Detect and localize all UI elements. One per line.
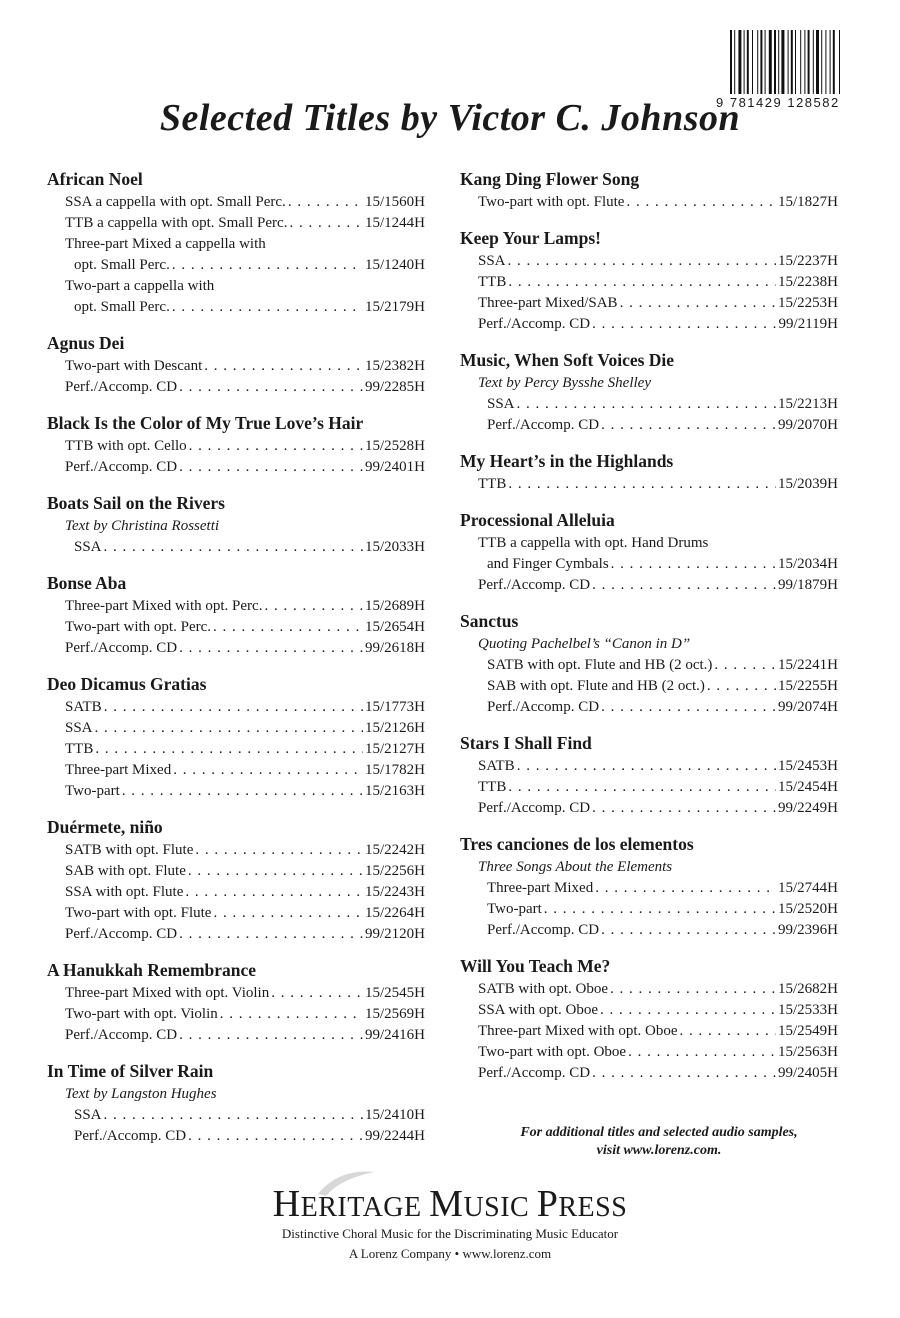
voicing-label: SATB with opt. Oboe <box>478 981 609 997</box>
catalog-number: 15/1240H <box>365 257 425 273</box>
entry-title: Bonse Aba <box>47 573 127 593</box>
voicing-label: SSA with opt. Oboe <box>478 1002 599 1018</box>
edition-row <box>47 638 425 659</box>
title-entry <box>47 332 425 398</box>
catalog-number: 15/2213H <box>778 396 838 412</box>
voicing-label: Two-part a cappella with <box>65 278 215 294</box>
voicing-label: TTB <box>478 779 507 795</box>
dot-leader <box>172 255 363 276</box>
publisher-company: A Lorenz Company • www.lorenz.com <box>348 1246 552 1261</box>
publisher-name-part: P <box>536 1183 559 1225</box>
edition-row <box>460 777 838 798</box>
entry-title: Processional Alleluia <box>460 510 615 530</box>
catalog-number: 15/2454H <box>778 779 838 795</box>
edition-row <box>47 697 425 718</box>
dot-leader <box>271 983 363 1004</box>
footer-note-line2: visit www.lorenz.com. <box>596 1143 722 1158</box>
catalog-number: 15/2563H <box>778 1044 838 1060</box>
catalog-number: 15/2253H <box>778 295 838 311</box>
title-entry <box>460 450 838 495</box>
edition-row <box>47 1105 425 1126</box>
voicing-label: Perf./Accomp. CD <box>487 699 600 715</box>
dot-leader <box>122 781 363 802</box>
dot-leader <box>95 718 363 739</box>
voicing-label: Three-part Mixed with opt. Oboe <box>478 1023 678 1039</box>
voicing-label: Three-part Mixed with opt. Violin <box>65 985 270 1001</box>
edition-row <box>47 760 425 781</box>
voicing-label: Perf./Accomp. CD <box>478 1065 591 1081</box>
catalog-number: 15/2238H <box>778 274 838 290</box>
entry-title: Will You Teach Me? <box>460 956 611 976</box>
title-entry <box>460 610 838 718</box>
dot-leader <box>288 192 363 213</box>
dot-leader <box>592 798 776 819</box>
voicing-label: Perf./Accomp. CD <box>65 926 178 942</box>
voicing-label: Two-part <box>65 783 120 799</box>
title-entry <box>460 732 838 819</box>
dot-leader <box>592 314 776 335</box>
entry-title: African Noel <box>47 169 143 189</box>
barcode <box>730 30 860 94</box>
voicing-label: Perf./Accomp. CD <box>478 316 591 332</box>
catalog-number: 15/2264H <box>365 905 425 921</box>
catalog-number: 15/2039H <box>778 476 838 492</box>
catalog-number: 15/2682H <box>778 981 838 997</box>
edition-row <box>47 537 425 558</box>
catalog-number: 15/2533H <box>778 1002 838 1018</box>
voicing-label: Three-part Mixed with opt. Perc. <box>65 598 263 614</box>
edition-row <box>460 1000 838 1021</box>
dot-leader <box>104 697 363 718</box>
edition-row <box>460 1021 838 1042</box>
dot-leader <box>517 756 776 777</box>
catalog-number: 99/2120H <box>365 926 425 942</box>
dot-leader <box>188 861 363 882</box>
dot-leader <box>188 1126 363 1147</box>
edition-row <box>47 882 425 903</box>
voicing-label: opt. Small Perc. <box>74 299 170 315</box>
edition-row <box>47 436 425 457</box>
title-entry <box>47 412 425 478</box>
dot-leader <box>213 903 363 924</box>
dot-leader <box>179 638 363 659</box>
right-column <box>460 168 838 1098</box>
edition-row <box>47 356 425 377</box>
catalog-number: 15/2528H <box>365 438 425 454</box>
publisher-name <box>0 1182 900 1226</box>
edition-row <box>47 377 425 398</box>
edition-row <box>460 655 838 676</box>
catalog-number: 15/2382H <box>365 358 425 374</box>
publisher-name-part: ERITAGE <box>300 1192 430 1223</box>
dot-leader <box>173 760 363 781</box>
entry-title: Kang Ding Flower Song <box>460 169 640 189</box>
edition-row <box>460 1042 838 1063</box>
catalog-number: 99/2249H <box>778 800 838 816</box>
edition-row <box>47 457 425 478</box>
catalog-number: 15/2410H <box>365 1107 425 1123</box>
edition-row <box>460 192 838 213</box>
title-entry <box>47 492 425 558</box>
edition-row <box>460 293 838 314</box>
edition-row <box>47 596 425 617</box>
catalog-number: 15/2243H <box>365 884 425 900</box>
edition-row <box>47 1004 425 1025</box>
dot-leader <box>179 1025 363 1046</box>
catalog-number: 15/2163H <box>365 783 425 799</box>
barcode-digits: 9 781429 128582 <box>716 95 840 110</box>
title-entry <box>460 349 838 436</box>
edition-row <box>47 213 425 234</box>
catalog-number: 99/2285H <box>365 379 425 395</box>
dot-leader <box>601 920 776 941</box>
catalog-number: 15/2654H <box>365 619 425 635</box>
title-entry <box>47 168 425 318</box>
catalog-number: 99/2074H <box>778 699 838 715</box>
voicing-label: Three-part Mixed <box>65 762 172 778</box>
voicing-label: Two-part with opt. Flute <box>478 194 625 210</box>
title-entry <box>460 509 838 596</box>
voicing-label: TTB a cappella with opt. Hand Drums <box>478 535 709 551</box>
dot-leader <box>179 457 363 478</box>
edition-row <box>460 697 838 718</box>
dot-leader <box>508 777 776 798</box>
catalog-number: 15/2034H <box>778 556 838 572</box>
dot-leader <box>172 297 363 318</box>
edition-row <box>47 983 425 1004</box>
voicing-label: TTB <box>478 476 507 492</box>
title-entry <box>460 833 838 941</box>
publisher-tagline: Distinctive Choral Music for the Discriminating Music Educator <box>281 1226 619 1241</box>
dot-leader <box>610 979 776 1000</box>
publisher-name-part: H <box>272 1183 301 1225</box>
dot-leader <box>544 899 776 920</box>
voicing-label: Perf./Accomp. CD <box>65 379 178 395</box>
edition-row <box>460 272 838 293</box>
catalog-number: 99/2396H <box>778 922 838 938</box>
dot-leader <box>179 924 363 945</box>
edition-row <box>47 1025 425 1046</box>
dot-leader <box>508 474 776 495</box>
dot-leader <box>204 356 363 377</box>
title-entry <box>47 572 425 659</box>
dot-leader <box>620 293 776 314</box>
entry-title: Boats Sail on the Rivers <box>47 493 225 513</box>
entry-title: Sanctus <box>460 611 519 631</box>
edition-row <box>47 924 425 945</box>
dot-leader <box>595 878 776 899</box>
dot-leader <box>213 617 363 638</box>
voicing-label: TTB with opt. Cello <box>65 438 187 454</box>
edition-row <box>47 861 425 882</box>
catalog-number: 15/2127H <box>365 741 425 757</box>
voicing-label: SATB <box>478 758 515 774</box>
catalog-number: 15/2453H <box>778 758 838 774</box>
voicing-label: Two-part with opt. Perc. <box>65 619 212 635</box>
dot-leader <box>508 272 776 293</box>
title-entry <box>47 673 425 802</box>
catalog-number: 15/2549H <box>778 1023 838 1039</box>
catalog-number: 99/2244H <box>365 1128 425 1144</box>
left-column <box>47 168 425 1161</box>
catalog-number: 15/2237H <box>778 253 838 269</box>
catalog-number: 15/2256H <box>365 863 425 879</box>
voicing-label: Perf./Accomp. CD <box>487 417 600 433</box>
edition-row <box>460 798 838 819</box>
entry-title: Keep Your Lamps! <box>460 228 601 248</box>
edition-row <box>47 255 425 276</box>
voicing-label: Perf./Accomp. CD <box>478 800 591 816</box>
dot-leader <box>179 377 363 398</box>
voicing-label: SSA with opt. Flute <box>65 884 184 900</box>
voicing-label: Two-part with opt. Flute <box>65 905 212 921</box>
dot-leader <box>592 575 776 596</box>
title-entry <box>47 959 425 1046</box>
voicing-label: TTB <box>65 741 94 757</box>
catalog-number: 99/2070H <box>778 417 838 433</box>
publisher-name-part: USIC <box>463 1192 537 1223</box>
dot-leader <box>264 596 363 617</box>
catalog-number: 99/1879H <box>778 577 838 593</box>
catalog-number: 15/1827H <box>778 194 838 210</box>
dot-leader <box>104 537 363 558</box>
entry-title: Stars I Shall Find <box>460 733 592 753</box>
voicing-label: Two-part with Descant <box>65 358 203 374</box>
catalog-number: 99/2618H <box>365 640 425 656</box>
entry-title: Tres canciones de los elementos <box>460 834 694 854</box>
voicing-label: and Finger Cymbals <box>487 556 609 572</box>
text-credit: Three Songs About the Elements <box>478 859 673 875</box>
footer-note <box>460 1124 858 1160</box>
dot-leader <box>517 394 776 415</box>
voicing-label: Perf./Accomp. CD <box>478 577 591 593</box>
voicing-label: SAB with opt. Flute <box>65 863 186 879</box>
voicing-label: Two-part with opt. Oboe <box>478 1044 627 1060</box>
title-entry <box>460 168 838 213</box>
dot-leader <box>611 554 776 575</box>
voicing-label: Three-part Mixed/SAB <box>478 295 618 311</box>
entry-title: Deo Dicamus Gratias <box>47 674 207 694</box>
dot-leader <box>220 1004 363 1025</box>
edition-row <box>460 1063 838 1084</box>
title-entry <box>460 227 838 335</box>
voicing-label: TTB a cappella with opt. Small Perc. <box>65 215 288 231</box>
voicing-label: Two-part with opt. Violin <box>65 1006 218 1022</box>
edition-row <box>47 739 425 760</box>
edition-row <box>47 903 425 924</box>
edition-row <box>460 920 838 941</box>
entry-title: In Time of Silver Rain <box>47 1061 214 1081</box>
voicing-label: SSA <box>487 396 515 412</box>
dot-leader <box>508 251 776 272</box>
dot-leader <box>714 655 776 676</box>
dot-leader <box>189 436 363 457</box>
dot-leader <box>592 1063 776 1084</box>
edition-row <box>47 1126 425 1147</box>
catalog-number: 15/2241H <box>778 657 838 673</box>
edition-row <box>460 756 838 777</box>
edition-row <box>460 676 838 697</box>
entry-title: Black Is the Color of My True Love’s Hair <box>47 413 364 433</box>
catalog-number: 15/1244H <box>365 215 425 231</box>
catalog-number: 15/2545H <box>365 985 425 1001</box>
footer-note-line1: For additional titles and selected audio samples, <box>520 1125 798 1140</box>
entry-title: Duérmete, niño <box>47 817 163 837</box>
voicing-label: Perf./Accomp. CD <box>487 922 600 938</box>
edition-row <box>460 474 838 495</box>
voicing-label: SAB with opt. Flute and HB (2 oct.) <box>487 678 705 694</box>
publisher-name-part: RESS <box>558 1192 628 1223</box>
catalog-number: 15/2520H <box>778 901 838 917</box>
text-credit: Text by Langston Hughes <box>65 1086 217 1102</box>
title-entry <box>47 1060 425 1147</box>
edition-row <box>460 899 838 920</box>
page-title: Selected Titles by Victor C. Johnson <box>159 97 741 139</box>
edition-row <box>460 575 838 596</box>
edition-row <box>47 617 425 638</box>
voicing-label: SSA <box>478 253 506 269</box>
text-credit: Quoting Pachelbel’s “Canon in D” <box>478 636 691 652</box>
catalog-number: 99/2401H <box>365 459 425 475</box>
dot-leader <box>707 676 776 697</box>
voicing-label: SSA <box>74 1107 102 1123</box>
voicing-label: Three-part Mixed <box>487 880 594 896</box>
catalog-number: 99/2119H <box>778 316 838 332</box>
catalog-number: 15/1782H <box>365 762 425 778</box>
publisher-block <box>0 1182 900 1262</box>
edition-row <box>460 878 838 899</box>
dot-leader <box>195 840 363 861</box>
catalog-number: 15/1773H <box>365 699 425 715</box>
edition-row <box>460 314 838 335</box>
voicing-label: TTB <box>478 274 507 290</box>
text-credit: Text by Percy Bysshe Shelley <box>478 375 651 391</box>
voicing-label: Perf./Accomp. CD <box>65 459 178 475</box>
catalog-number: 99/2416H <box>365 1027 425 1043</box>
dot-leader <box>601 415 776 436</box>
catalog-number: 15/2569H <box>365 1006 425 1022</box>
text-credit: Text by Christina Rossetti <box>65 518 220 534</box>
catalog-number: 15/2126H <box>365 720 425 736</box>
edition-row <box>47 781 425 802</box>
voicing-label: Perf./Accomp. CD <box>74 1128 187 1144</box>
voicing-label: Two-part <box>487 901 542 917</box>
catalog-number: 99/2405H <box>778 1065 838 1081</box>
voicing-label: SSA <box>74 539 102 555</box>
voicing-label: SSA <box>65 720 93 736</box>
dot-leader <box>600 1000 776 1021</box>
dot-leader <box>626 192 776 213</box>
dot-leader <box>628 1042 776 1063</box>
voicing-label: Three-part Mixed a cappella with <box>65 236 266 252</box>
catalog-number: 15/2744H <box>778 880 838 896</box>
dot-leader <box>95 739 363 760</box>
voicing-label: SATB <box>65 699 102 715</box>
dot-leader <box>601 697 776 718</box>
entry-title: A Hanukkah Remembrance <box>47 960 257 980</box>
catalog-number: 15/2179H <box>365 299 425 315</box>
edition-row <box>47 718 425 739</box>
catalog-number: 15/2242H <box>365 842 425 858</box>
edition-row <box>47 192 425 213</box>
edition-row <box>47 297 425 318</box>
edition-row <box>460 394 838 415</box>
edition-row <box>460 251 838 272</box>
edition-row <box>47 840 425 861</box>
title-entry <box>47 816 425 945</box>
entry-title: My Heart’s in the Highlands <box>460 451 674 471</box>
edition-row <box>460 415 838 436</box>
catalog-number: 15/2255H <box>778 678 838 694</box>
dot-leader <box>289 213 363 234</box>
dot-leader <box>680 1021 776 1042</box>
voicing-label: opt. Small Perc. <box>74 257 170 273</box>
voicing-label: Perf./Accomp. CD <box>65 1027 178 1043</box>
entry-title: Music, When Soft Voices Die <box>460 350 675 370</box>
catalog-number: 15/2689H <box>365 598 425 614</box>
voicing-label: Perf./Accomp. CD <box>65 640 178 656</box>
title-entry <box>460 955 838 1084</box>
publisher-name-part: M <box>429 1183 464 1225</box>
voicing-label: SATB with opt. Flute <box>65 842 194 858</box>
catalog-number: 15/2033H <box>365 539 425 555</box>
entry-title: Agnus Dei <box>47 333 125 353</box>
edition-row <box>460 979 838 1000</box>
dot-leader <box>185 882 363 903</box>
voicing-label: SATB with opt. Flute and HB (2 oct.) <box>487 657 713 673</box>
catalog-number: 15/1560H <box>365 194 425 210</box>
edition-row <box>460 554 838 575</box>
dot-leader <box>104 1105 363 1126</box>
voicing-label: SSA a cappella with opt. Small Perc. <box>65 194 286 210</box>
